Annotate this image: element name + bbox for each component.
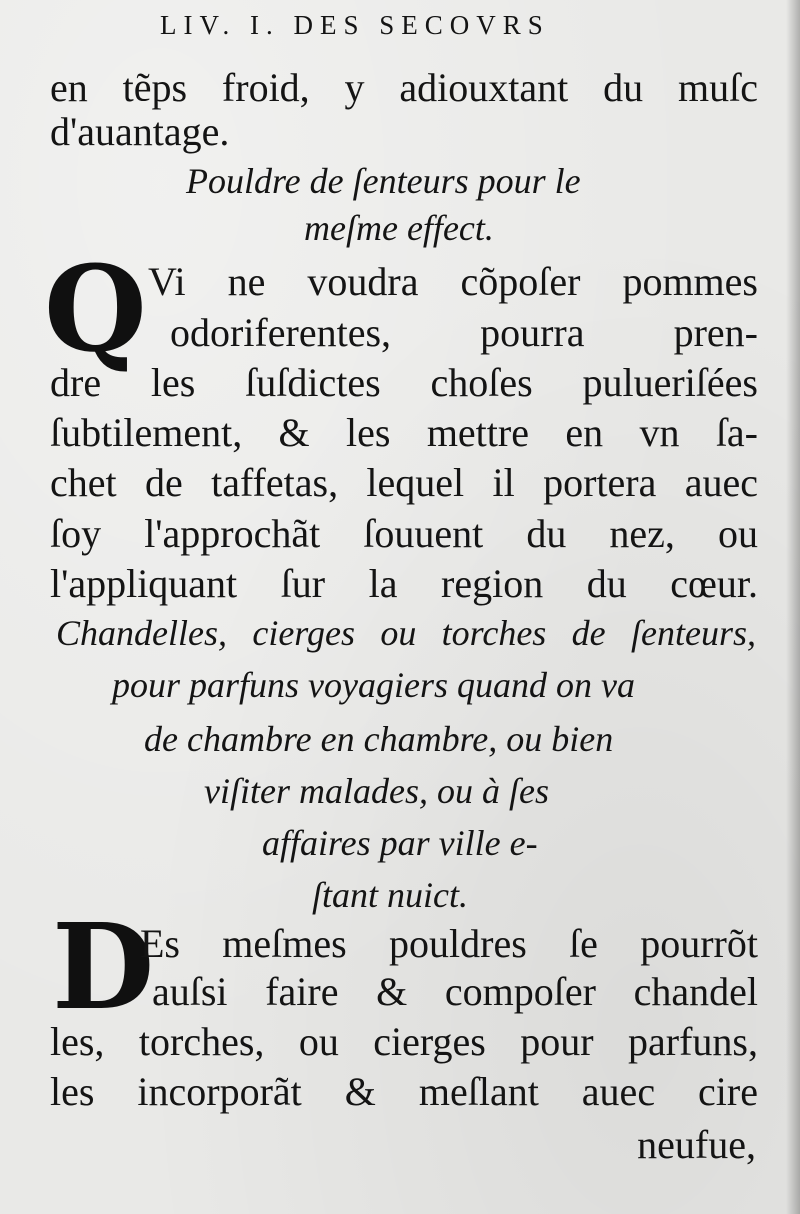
text-line: les, torches, ou cierges pour parfuns,: [50, 1019, 758, 1064]
section-heading: Chandelles, cierges ou torches de ſenteurs,: [56, 613, 756, 653]
running-head: LIV. I. DES SECOVRS: [160, 10, 550, 40]
drop-cap-q: Q: [44, 239, 147, 378]
section-heading: affaires par ville e-: [262, 823, 538, 863]
section-heading: meſme effect.: [304, 208, 494, 248]
text-line: odoriferentes, pourra pren-: [170, 310, 758, 355]
text-line: Vi ne voudra cõpoſer pommes: [148, 259, 758, 304]
section-heading: pour parfuns voyagiers quand on va: [112, 665, 635, 705]
page-edge-shadow: [786, 0, 800, 1214]
section-heading: Pouldre de ſenteurs pour le: [186, 161, 581, 201]
text-line: ſoy l'approchãt ſouuent du nez, ou: [50, 511, 758, 556]
text-line: l'appliquant ſur la region du cœur.: [50, 561, 758, 606]
text-line: ſubtilement, & les mettre en vn ſa-: [50, 410, 758, 455]
section-heading: viſiter malades, ou à ſes: [204, 771, 549, 811]
text-line: chet de taffetas, lequel il portera auec: [50, 460, 758, 505]
text-line: d'auantage.: [50, 109, 230, 154]
text-line: en tẽps froid, y adiouxtant du muſc: [50, 65, 758, 110]
text-line: les incorporãt & meſlant auec cire: [50, 1069, 758, 1114]
text-line: Es meſmes pouldres ſe pourrõt: [140, 921, 758, 966]
text-line: auſsi faire & compoſer chandel: [152, 969, 758, 1014]
text-line: dre les ſuſdictes choſes pulueriſées: [50, 360, 758, 405]
section-heading: de chambre en chambre, ou bien: [144, 719, 614, 759]
text-line: neufue,: [637, 1122, 756, 1167]
drop-cap-d: D: [52, 897, 155, 1036]
section-heading: ſtant nuict.: [312, 875, 468, 915]
